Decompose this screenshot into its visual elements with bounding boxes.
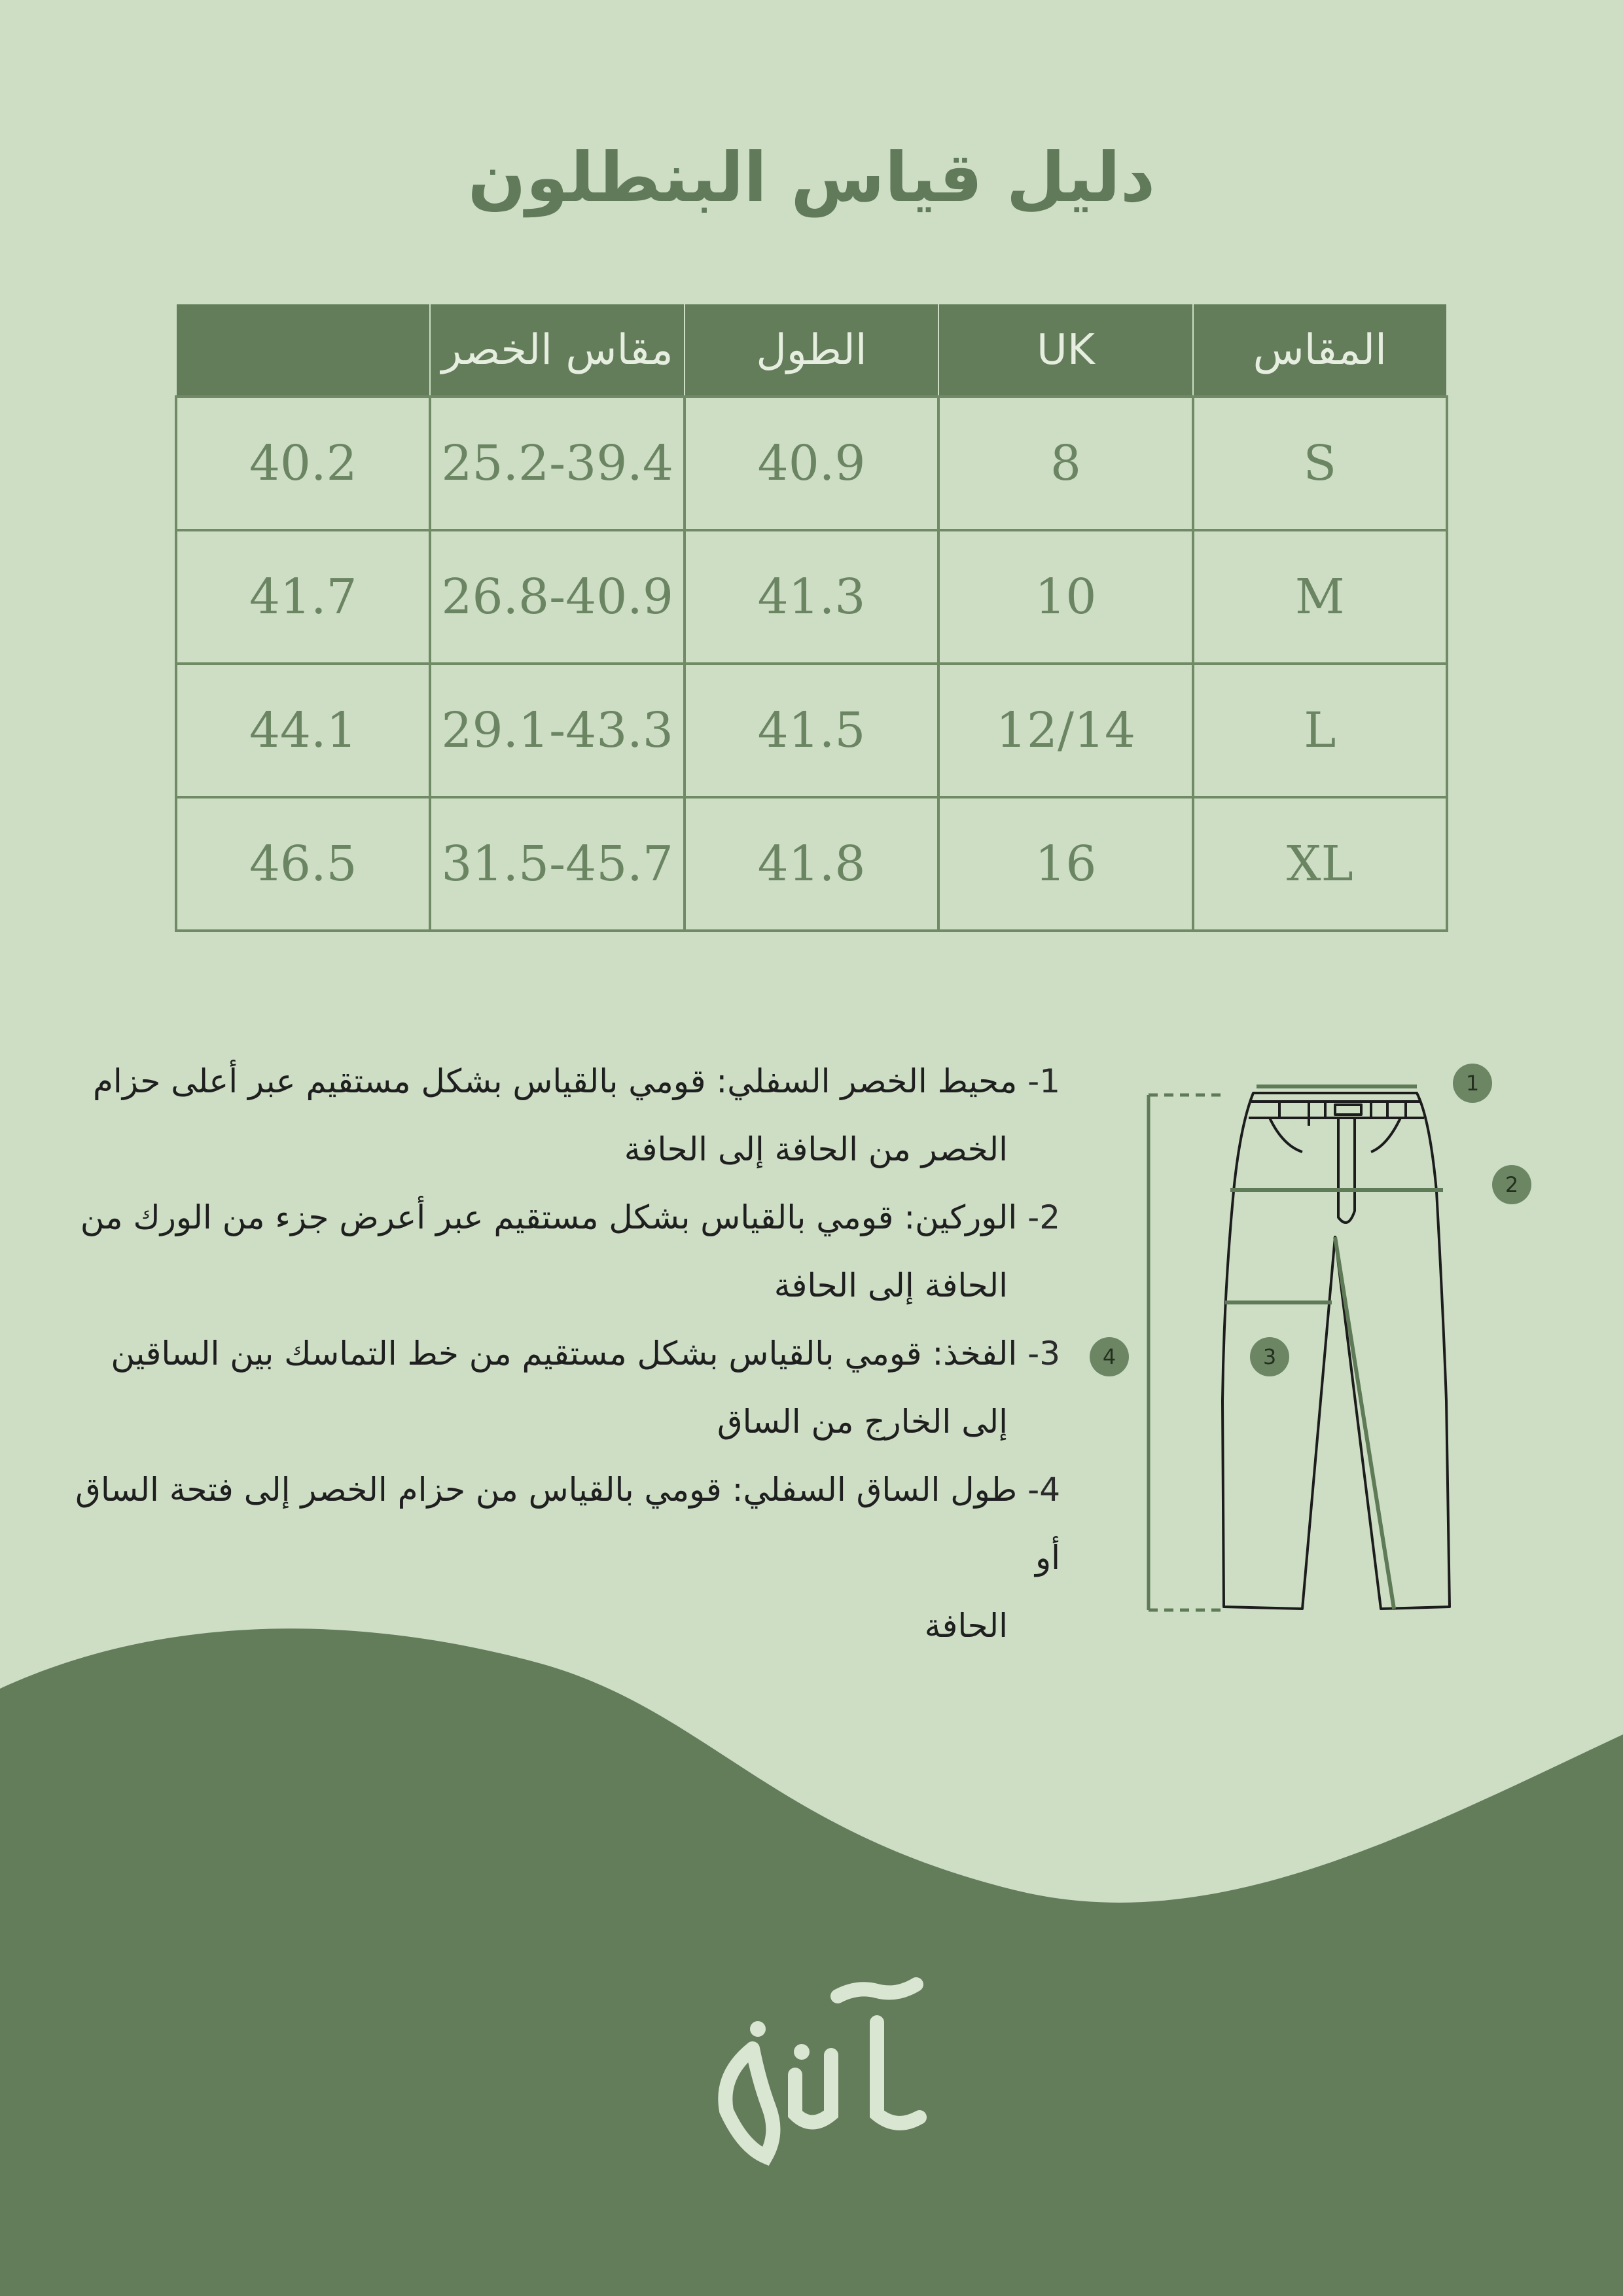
measurement-instructions (65, 1047, 1060, 1660)
cell-length: 41.3 (685, 530, 938, 664)
instruction-text: الوركين: قومي بالقياس بشكل مستقيم عبر أعرض جزء من الورك من (80, 1198, 1018, 1236)
instruction-number: 4- (1027, 1471, 1060, 1509)
cell-uk: 10 (938, 530, 1192, 664)
instruction-text-continued: الحافة (924, 1607, 1008, 1645)
cell-waist: 31.5-45.7 (430, 797, 684, 931)
cell-waist: 26.8-40.9 (430, 530, 684, 664)
cell-uk: 12/14 (938, 664, 1192, 797)
instruction-text-continued: إلى الخارج من الساق (717, 1403, 1008, 1441)
header-waist: مقاس الخصر (430, 304, 684, 397)
header-length: الطول (685, 304, 938, 397)
table-row (176, 797, 1447, 931)
length-bracket (1149, 1095, 1221, 1610)
cell-waist: 29.1-43.3 (430, 664, 684, 797)
instruction-item (65, 1047, 1060, 1183)
instruction-item (65, 1183, 1060, 1319)
cell-extra: 44.1 (176, 664, 430, 797)
cell-uk: 8 (938, 397, 1192, 530)
badge-1-label: 1 (1465, 1071, 1480, 1096)
pants-diagram (1073, 1047, 1531, 1636)
badge-2 (1492, 1165, 1531, 1204)
instruction-text: طول الساق السفلي: قومي بالقياس من حزام الخصر إلى فتحة الساق أو (75, 1471, 1060, 1577)
cell-uk: 16 (938, 797, 1192, 931)
badge-3-label: 3 (1262, 1344, 1277, 1369)
cell-length: 41.8 (685, 797, 938, 931)
cell-extra: 40.2 (176, 397, 430, 530)
header-size: المقاس (1193, 304, 1447, 397)
table-row (176, 530, 1447, 664)
cell-size: M (1193, 530, 1447, 664)
badge-1 (1453, 1064, 1492, 1103)
badge-3 (1250, 1337, 1289, 1376)
cell-extra: 46.5 (176, 797, 430, 931)
brand-logo (681, 1977, 942, 2173)
instruction-text: الفخذ: قومي بالقياس بشكل مستقيم من خط التماسك بين الساقين (111, 1335, 1018, 1372)
cell-size: L (1193, 664, 1447, 797)
cell-size: S (1193, 397, 1447, 530)
cell-length: 41.5 (685, 664, 938, 797)
cell-extra: 41.7 (176, 530, 430, 664)
header-uk: UK (938, 304, 1192, 397)
table-header-row (176, 304, 1447, 397)
cell-waist: 25.2-39.4 (430, 397, 684, 530)
header-empty (176, 304, 430, 397)
cell-length: 40.9 (685, 397, 938, 530)
instruction-number: 3- (1027, 1335, 1060, 1372)
table-row (176, 397, 1447, 530)
badge-4-label: 4 (1102, 1344, 1116, 1369)
badge-2-label: 2 (1505, 1172, 1519, 1197)
instruction-text: محيط الخصر السفلي: قومي بالقياس بشكل مستقيم عبر أعلى حزام (92, 1062, 1018, 1100)
page-title: دليل قياس البنطلون (467, 137, 1156, 217)
instruction-number: 1- (1027, 1062, 1060, 1100)
cell-size: XL (1193, 797, 1447, 931)
instruction-item (65, 1319, 1060, 1456)
badge-4 (1090, 1337, 1129, 1376)
table-row (176, 664, 1447, 797)
size-table (175, 304, 1448, 932)
instruction-text-continued: الحافة إلى الحافة (774, 1266, 1008, 1304)
instruction-text-continued: الخصر من الحافة إلى الحافة (624, 1130, 1008, 1168)
instruction-number: 2- (1027, 1198, 1060, 1236)
footer-wave (0, 1623, 1623, 2296)
